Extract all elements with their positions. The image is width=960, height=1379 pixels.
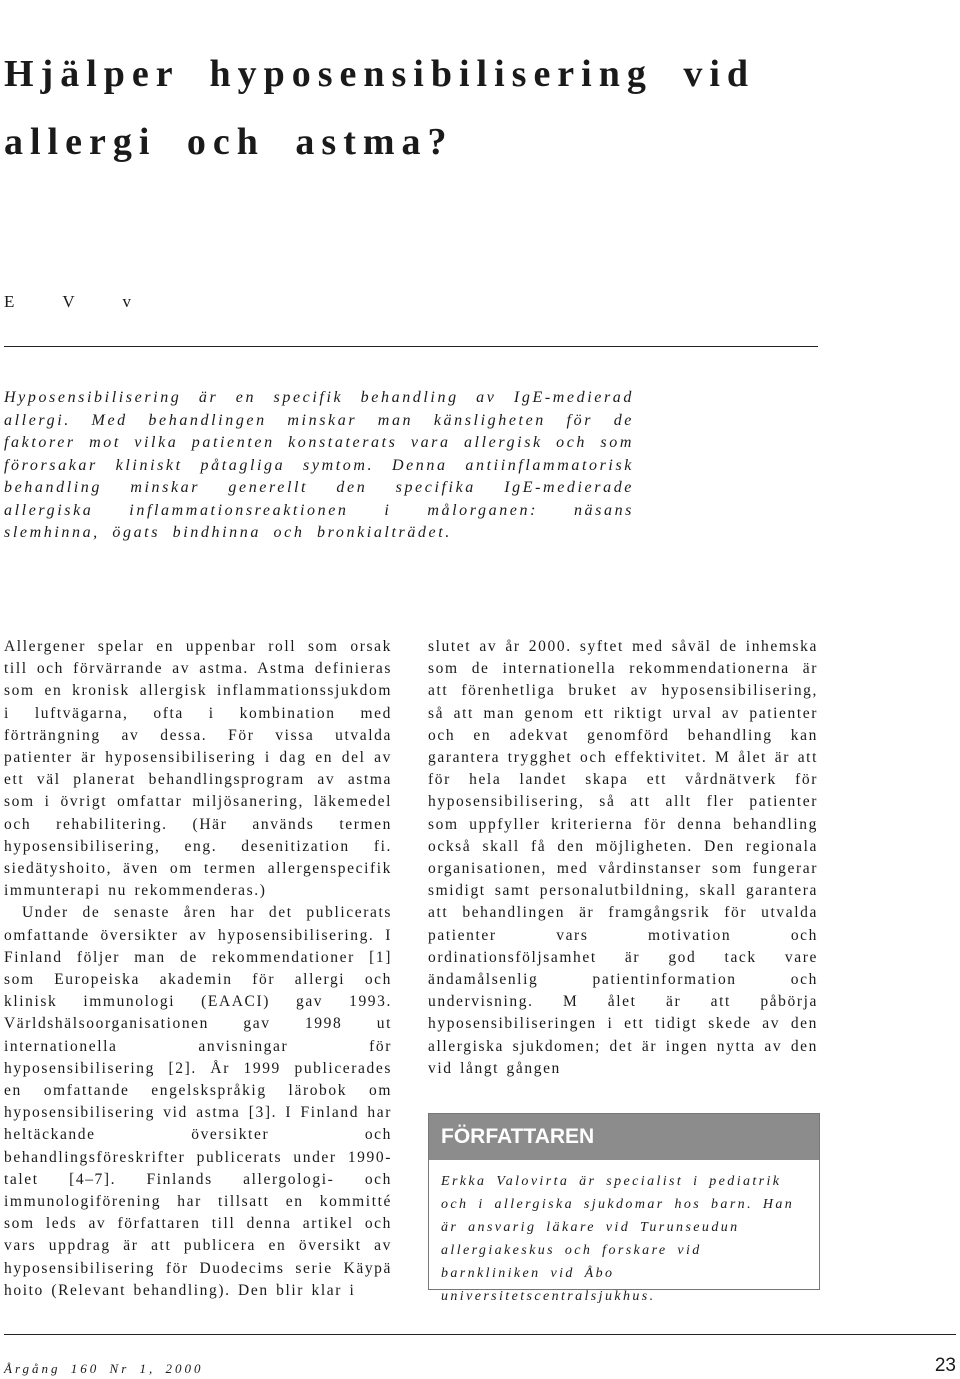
- author-info-box: [428, 1113, 820, 1304]
- right-paragraph-1: slutet av år 2000. syftet med såväl de inhemska som de internationella rekommendationerna är att förenhetliga bruket av hyposensibilisering, så att man genom ett riktigt urval av patienter och en adekvat genomförd behandling kan garantera trygghet och effektivitet. M ålet är att för hela landet skapa ett vårdnätverk för hyposensibilisering, så att allt fler patienter som uppfyller kriterierna för denna behandling också skall få den möjligheten. Den regionala organisationen, med vårdinstanser som fungerar smidigt samt personalutbildning, skall garantera att behandlingen är framgångsrik för utvalda patienter vars motivation och ordinationsföljsamhet är god tack vare ändamålsenlig patientinformation och undervisning. M ålet är att påbörja hyposensibiliseringen i ett tidigt skede av den allergiska sjukdomen; det är ingen nytta av den vid långt gången: [428, 638, 818, 1077]
- journal-issue: Årgång 160 Nr 1, 2000: [4, 1361, 204, 1376]
- left-column: [4, 636, 392, 1302]
- article-title: Hjälper hyposensibilisering vid allergi och astma?: [4, 53, 756, 163]
- author-box-text: Erkka Valovirta är specialist i pediatrik och i allergiska sjukdomar hos barn. Han är ansvarig läkare vid Turunseudun allergiakeskus och forskare vid barnkliniken vid Åbo universitetscentralsjukhus.: [441, 1174, 795, 1304]
- left-paragraph-1: Allergener spelar en uppenbar roll som orsak till och förvärrande av astma. Astma definieras som en kronisk allergisk inflammationssjukdom i luftvägarna, ofta i kombination med förträngning av dessa. För vissa utvalda patienter är hyposensibilisering i dag en del av ett väl planerat behandlingsprogram av astma som i övrigt omfattar miljösanering, läkemedel och rehabilitering. (Här används termen hyposensibilisering, eng. desenitization fi. siedätyshoito, även om termen allergenspecifik immunterapi nu rekommenderas.): [4, 638, 392, 900]
- footer-divider: [4, 1334, 956, 1335]
- page-number: 23: [934, 1355, 956, 1376]
- top-divider: [4, 346, 818, 347]
- right-column: [428, 636, 818, 1080]
- left-paragraph-2: Under de senaste åren har det publicerats omfattande översikter av hyposensibilisering. I Finland följer man de rekommendationer [1] som Europeiska akademin för allergi och klinisk immunologi (EAACI) gav 1993. Världshälsoorganisationen gav 1998 ut internationella anvisningar för hyposensibilisering [2]. År 1999 publicerades en omfattande engelskspråkig lärobok om hyposensibilisering vid astma [3]. I Finland har heltäckande översikter och behandlingsföreskrifter publicerats under 1990-talet [4–7]. Finlands allergologi- och immunologiförening har tillsatt en kommitté som leds av författaren till denna artikel och vars uppdrag är att publicera en översikt av hyposensibilisering för Duodecims serie Käypä hoito (Relevant behandling). Den blir klar i: [4, 904, 392, 1299]
- author-box-heading: FÖRFATTAREN: [429, 1114, 819, 1160]
- lead-paragraph: Hyposensibilisering är en specifik behandling av IgE-medierad allergi. Med behandlingen minskar man känsligheten för de faktorer mot vilka patienten konstaterats vara allergisk och som förorsakar kliniskt påtagliga symtom. Denna antiinflammatorisk behandling minskar generellt den specifika IgE-medierade allergiska inflammationsreaktionen i målorganen: näsans slemhinna, ögats bindhinna och bronkialträdet.: [4, 389, 634, 541]
- author-line: E V v: [4, 292, 134, 311]
